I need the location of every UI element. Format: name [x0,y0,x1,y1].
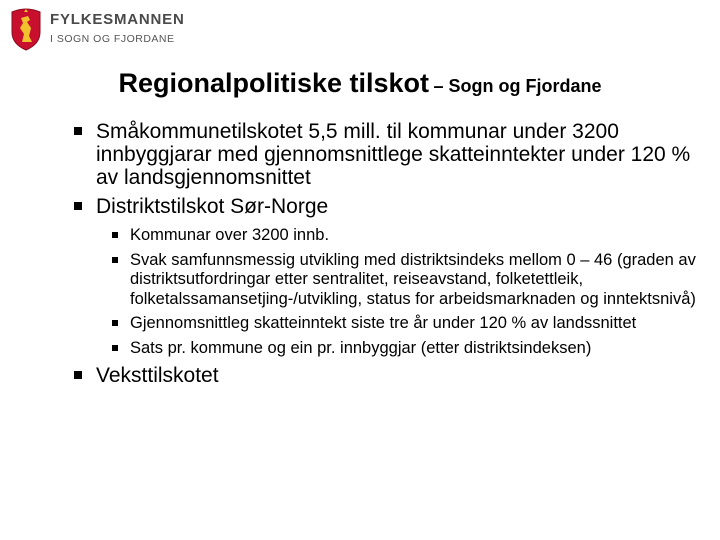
square-bullet-icon [112,257,118,263]
bullet-text: Distriktstilskot Sør-Norge [96,195,329,218]
slide-content [0,120,720,387]
sub-bullet-item [130,251,696,310]
sub-bullet-list [130,226,696,358]
bullet-text: Veksttilskotet [96,364,219,387]
slide-title-main: Regionalpolitiske tilskot [118,68,430,98]
bullet-list [0,120,720,387]
sub-bullet-text: Kommunar over 3200 innb. [130,226,330,244]
bullet-item [0,120,696,189]
bullet-text: Småkommunetilskotet 5,5 mill. til kommunar under 3200 innbyggjarar med gjennomsnittlege skatteinntekter under 120 % av landsgjennomsnittet [96,120,691,189]
sub-bullet-item [130,314,696,334]
square-bullet-icon [112,345,118,351]
fylkesmannen-logo [8,6,208,56]
square-bullet-icon [112,320,118,326]
coat-of-arms-icon [8,6,44,52]
logo-name: FYLKESMANNEN [50,11,185,28]
square-bullet-icon [74,371,82,379]
slide-title [0,68,720,99]
sub-bullet-item [130,226,696,246]
sub-bullet-text: Sats pr. kommune og ein pr. innbyggjar (etter distriktsindeksen) [130,338,592,357]
square-bullet-icon [74,202,82,210]
square-bullet-icon [74,127,82,135]
sub-bullet-item [130,339,696,359]
sub-bullet-text: Gjennomsnittleg skatteinntekt siste tre år under 120 % av landssnittet [130,314,637,332]
bullet-item [0,364,696,387]
bullet-item [0,195,696,358]
logo-subtitle: I SOGN OG FJORDANE [50,33,175,45]
slide-title-sub: – Sogn og Fjordane [433,76,602,96]
square-bullet-icon [112,232,118,238]
sub-bullet-text: Svak samfunnsmessig utvikling med distriktsindeks mellom 0 – 46 (graden av distriktsutfordringar etter sentralitet, reiseavstand, folketettleik, folketalssamansetjing-/utvikling, status for arbeidsmarknaden og inntektsnivå) [130,250,696,308]
